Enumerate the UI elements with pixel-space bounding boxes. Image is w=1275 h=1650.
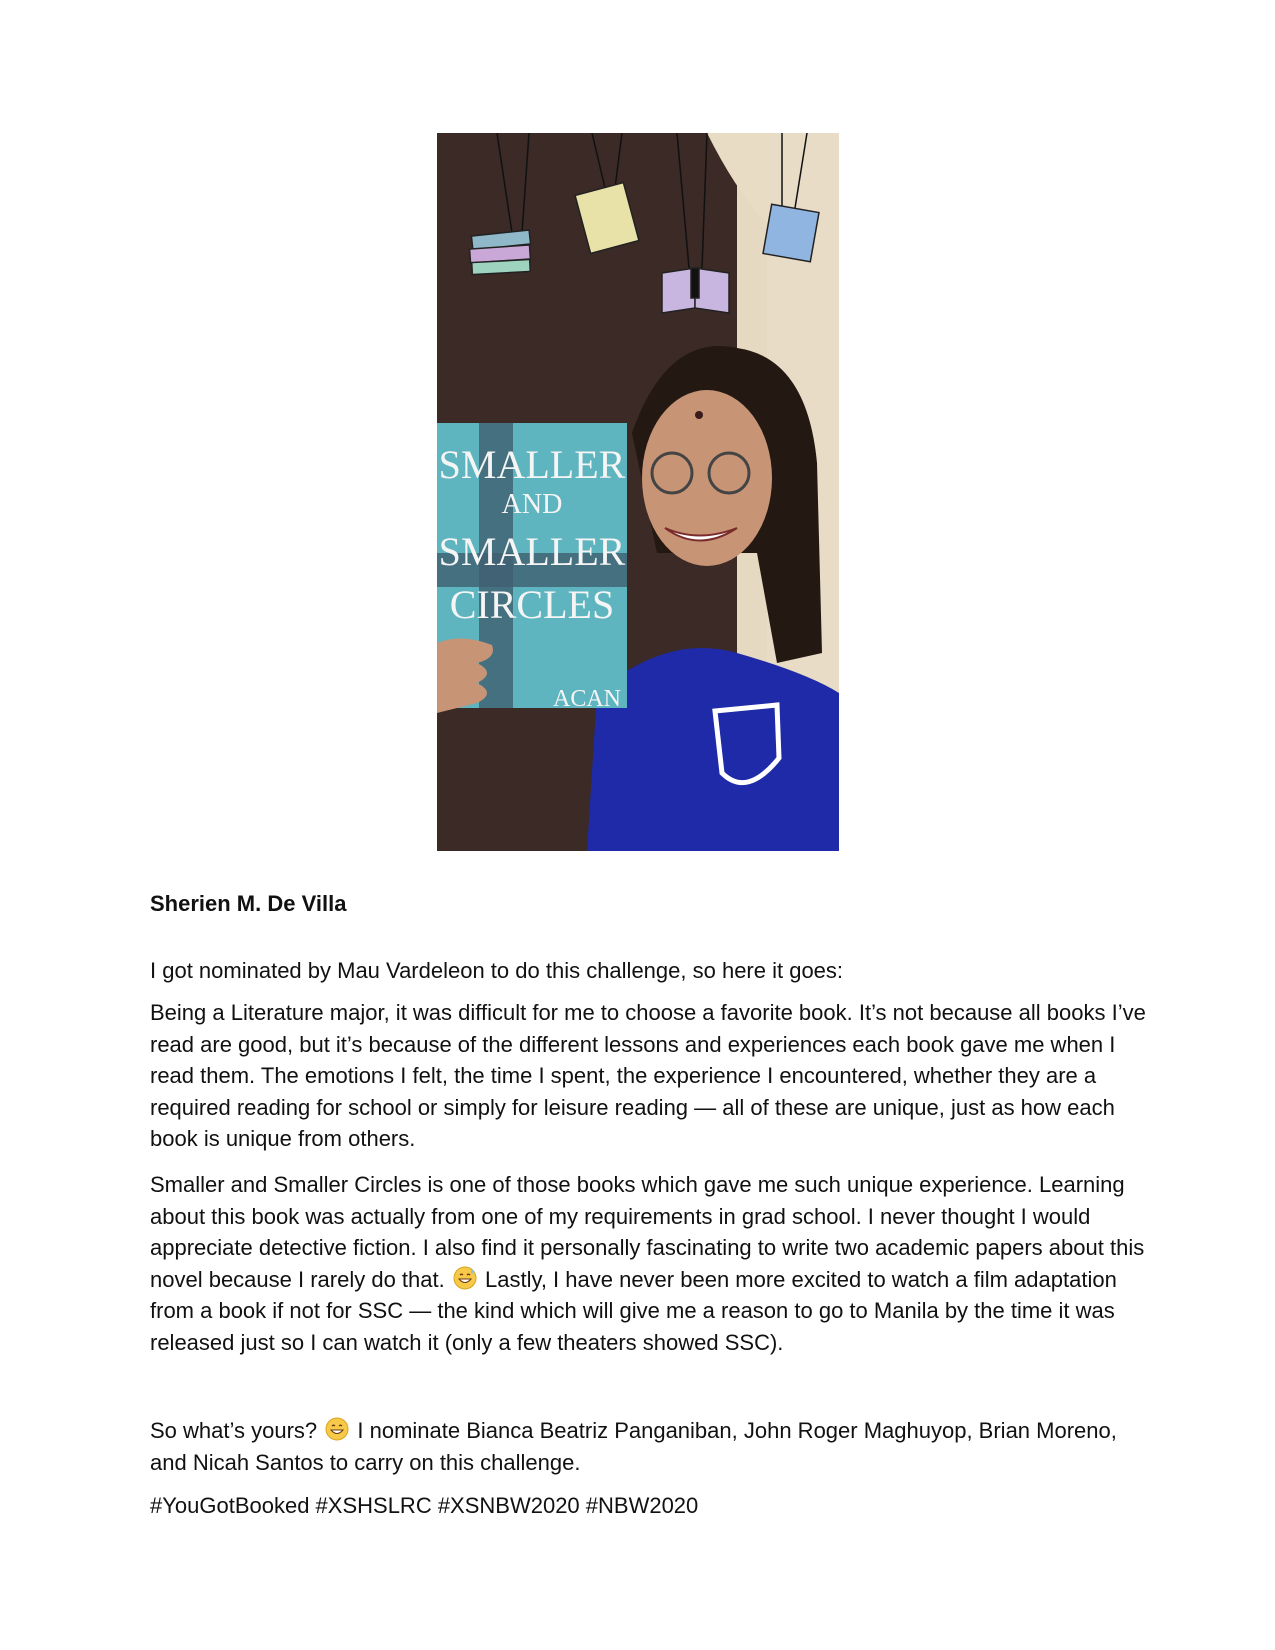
book-title-line-2: AND [501, 489, 563, 520]
paragraph-2 [150, 1169, 1150, 1358]
paragraph-3-part-2: I nominate Bianca Beatriz Panganiban, John Roger Maghuyop, Brian Moreno, and Nicah Santos to carry on this challenge. [150, 1418, 1117, 1475]
intro-text: I got nominated by Mau Vardeleon to do this challenge, so here it goes: [150, 958, 844, 983]
hanging-book-stack-icon [470, 230, 531, 275]
hanging-blue-book-icon [763, 204, 819, 262]
paragraph-3-part-1: So what’s yours? [150, 1418, 318, 1443]
grinning-sweat-emoji-icon [453, 1266, 477, 1290]
hanging-open-book-icon [662, 268, 729, 313]
book-title-line-4: CIRCLES [449, 582, 615, 627]
author-name: Sherien M. De Villa [150, 891, 347, 916]
paragraph-2-part-2: Lastly, I have never been more excited to watch a film adaptation from a book if not for SSC — the kind which will give me a reason to go to Manila by the time it was released just so I can watch it (only a few theaters showed SSC). [150, 1266, 1117, 1355]
book-title-line-1: SMALLER [438, 442, 626, 487]
paragraph-2-part-1: Smaller and Smaller Circles is one of those books which gave me such unique experience. Learning about this book was actually from one of my requirements in grad school. I never thought I would appreciate detective fiction. I also find it personally fascinating to write two academic papers about this novel because I rarely do that. [150, 1172, 1145, 1292]
book-title-line-3: SMALLER [438, 529, 626, 574]
paragraph-1: Being a Literature major, it was difficult for me to choose a favorite book. It’s not because all books I’ve read are good, but it’s because of the different lessons and experiences each book gave me when I read them. The emotions I felt, the time I spent, the experience I encountered, whether they are a required reading for school or simply for leisure reading — all of these are unique, just as how each book is unique from others. [150, 1000, 1146, 1151]
hashtags: #YouGotBooked #XSHSLRC #XSNBW2020 #NBW2020 [150, 1493, 699, 1518]
book-author-partial: ACAN [552, 686, 622, 712]
grinning-emoji-icon [325, 1417, 349, 1441]
post-photo [437, 133, 839, 851]
paragraph-3 [150, 1415, 1150, 1478]
